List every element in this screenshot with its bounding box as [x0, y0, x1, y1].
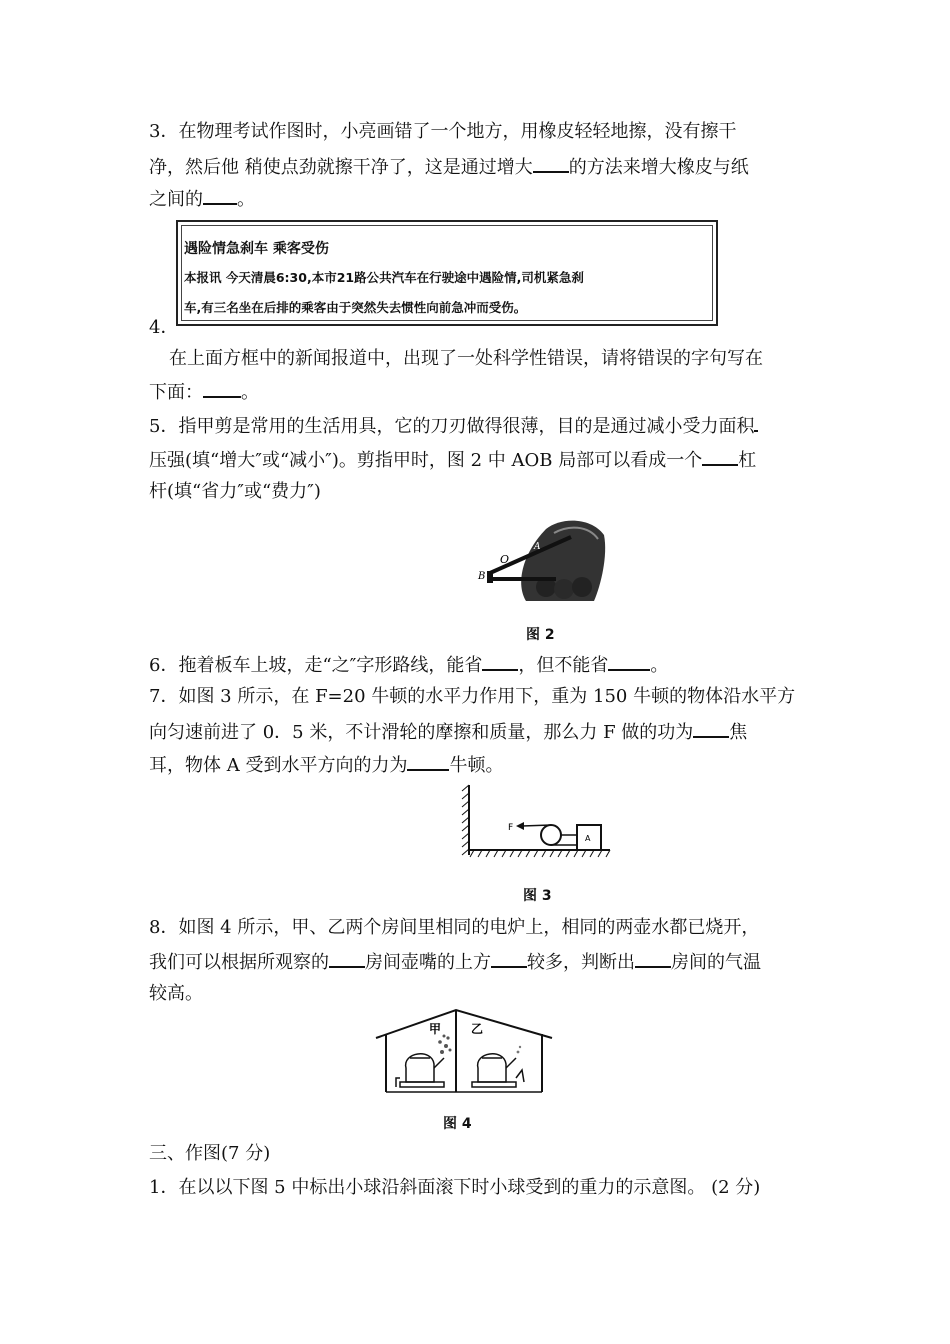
answer-blank[interactable] [203, 187, 237, 205]
q3-line-2 [149, 155, 749, 179]
section3-title: 三、作图(7 分) [149, 1143, 271, 1164]
room-right-label: 乙 [471, 1022, 484, 1036]
label-a: A [534, 542, 541, 552]
label-block-a: A [585, 834, 591, 843]
pulley-figure [460, 783, 612, 869]
q7-line-1: 7．如图 3 所示，在 F=20 牛顿的水平力作用下，重为 150 牛顿的物体沿水平方 [149, 686, 796, 707]
answer-blank[interactable] [203, 380, 241, 398]
q8-text: 我们可以根据所观察的 [149, 952, 329, 973]
label-f: F [508, 823, 514, 833]
q5-text: 5．指甲剪是常用的生活用具，它的刀刃做得很薄，目的是通过减小受力面积 [149, 416, 755, 437]
q4-text: 。 [241, 382, 259, 403]
q6-text: 6．拖着板车上坡，走“之″字形路线，能省 [149, 655, 483, 676]
q8-line-2 [149, 950, 761, 974]
q8-line-1: 8．如图 4 所示，甲、乙两个房间里相同的电炉上，相同的两壶水都已烧开， [149, 917, 760, 938]
news-line-1: 本报讯 今天清晨6:30,本市21路公共汽车在行驶途中遇险情,司机紧急刹 [184, 270, 584, 285]
fig4-caption: 图 4 [443, 1116, 472, 1132]
q4-line-2 [149, 380, 259, 404]
q3-text: 。 [237, 189, 255, 210]
label-b: B [478, 571, 486, 582]
nail-clipper-figure [476, 515, 611, 607]
q7-line-2 [149, 720, 747, 744]
answer-blank[interactable] [608, 653, 650, 671]
q4-number: 4． [149, 317, 179, 338]
answer-blank[interactable] [754, 414, 758, 432]
q8-text: 较多，判断出 [527, 952, 635, 973]
room-left-label: 甲 [429, 1022, 442, 1036]
q5-line-2 [149, 448, 756, 472]
q6-line-1 [149, 653, 668, 677]
right-kettle [472, 1054, 524, 1087]
answer-blank[interactable] [635, 950, 671, 968]
q4-text: 下面： [149, 382, 203, 403]
q5-line-3: 杆(填“省力″或“费力″) [149, 481, 321, 502]
q8-text: 房间壶嘴的上方 [365, 952, 491, 973]
answer-blank[interactable] [491, 950, 527, 968]
q6-text: ，但不能省 [518, 655, 609, 676]
q5-line-1 [149, 414, 758, 438]
right-steam [517, 1046, 522, 1054]
left-steam [438, 1035, 451, 1055]
q7-text: 焦 [729, 722, 748, 743]
q3-text: 之间的 [149, 189, 203, 210]
label-o: O [500, 553, 510, 566]
q8-text: 房间的气温 [671, 952, 761, 973]
news-line-2: 车,有三名坐在后排的乘客由于突然失去惯性向前急冲而受伤。 [184, 300, 527, 315]
fig2-caption: 图 2 [526, 627, 555, 643]
q3-line-3 [149, 187, 255, 211]
fig3-caption: 图 3 [523, 888, 552, 904]
q6-text: 。 [650, 655, 669, 676]
q3-text: 净，然后他 稍使点劲就擦干净了，这是通过增大 [149, 157, 533, 178]
answer-blank[interactable] [533, 155, 569, 173]
q8-line-3: 较高。 [149, 983, 203, 1004]
news-headline: 遇险情急刹车 乘客受伤 [184, 241, 329, 257]
section3-q1: 1．在以以下图 5 中标出小球沿斜面滚下时小球受到的重力的示意图。 (2 分) [149, 1177, 761, 1198]
q3-line-1: 3．在物理考试作图时，小亮画错了一个地方，用橡皮轻轻地擦，没有擦干 [149, 121, 737, 142]
q5-text: 压强(填“增大″或“减小″)。剪指甲时，图 2 中 AOB 局部可以看成一个 [149, 450, 703, 471]
q7-text: 向匀速前进了 0．5 米，不计滑轮的摩擦和质量，那么力 F 做的功为 [149, 722, 694, 743]
answer-blank[interactable] [482, 653, 518, 671]
news-clipping [176, 220, 718, 326]
answer-blank[interactable] [329, 950, 365, 968]
two-rooms-figure [374, 1008, 554, 1094]
left-kettle [396, 1054, 444, 1087]
answer-blank[interactable] [702, 448, 738, 466]
answer-blank[interactable] [693, 720, 729, 738]
q7-line-3 [149, 753, 503, 777]
q7-text: 牛顿。 [449, 755, 504, 776]
q5-text: 杠 [738, 450, 757, 471]
answer-blank[interactable] [407, 753, 449, 771]
q7-text: 耳，物体 A 受到水平方向的力为 [149, 755, 408, 776]
q3-text: 的方法来增大橡皮与纸 [568, 157, 749, 178]
q4-line-1: 在上面方框中的新闻报道中，出现了一处科学性错误，请将错误的字句写在 [169, 348, 763, 369]
